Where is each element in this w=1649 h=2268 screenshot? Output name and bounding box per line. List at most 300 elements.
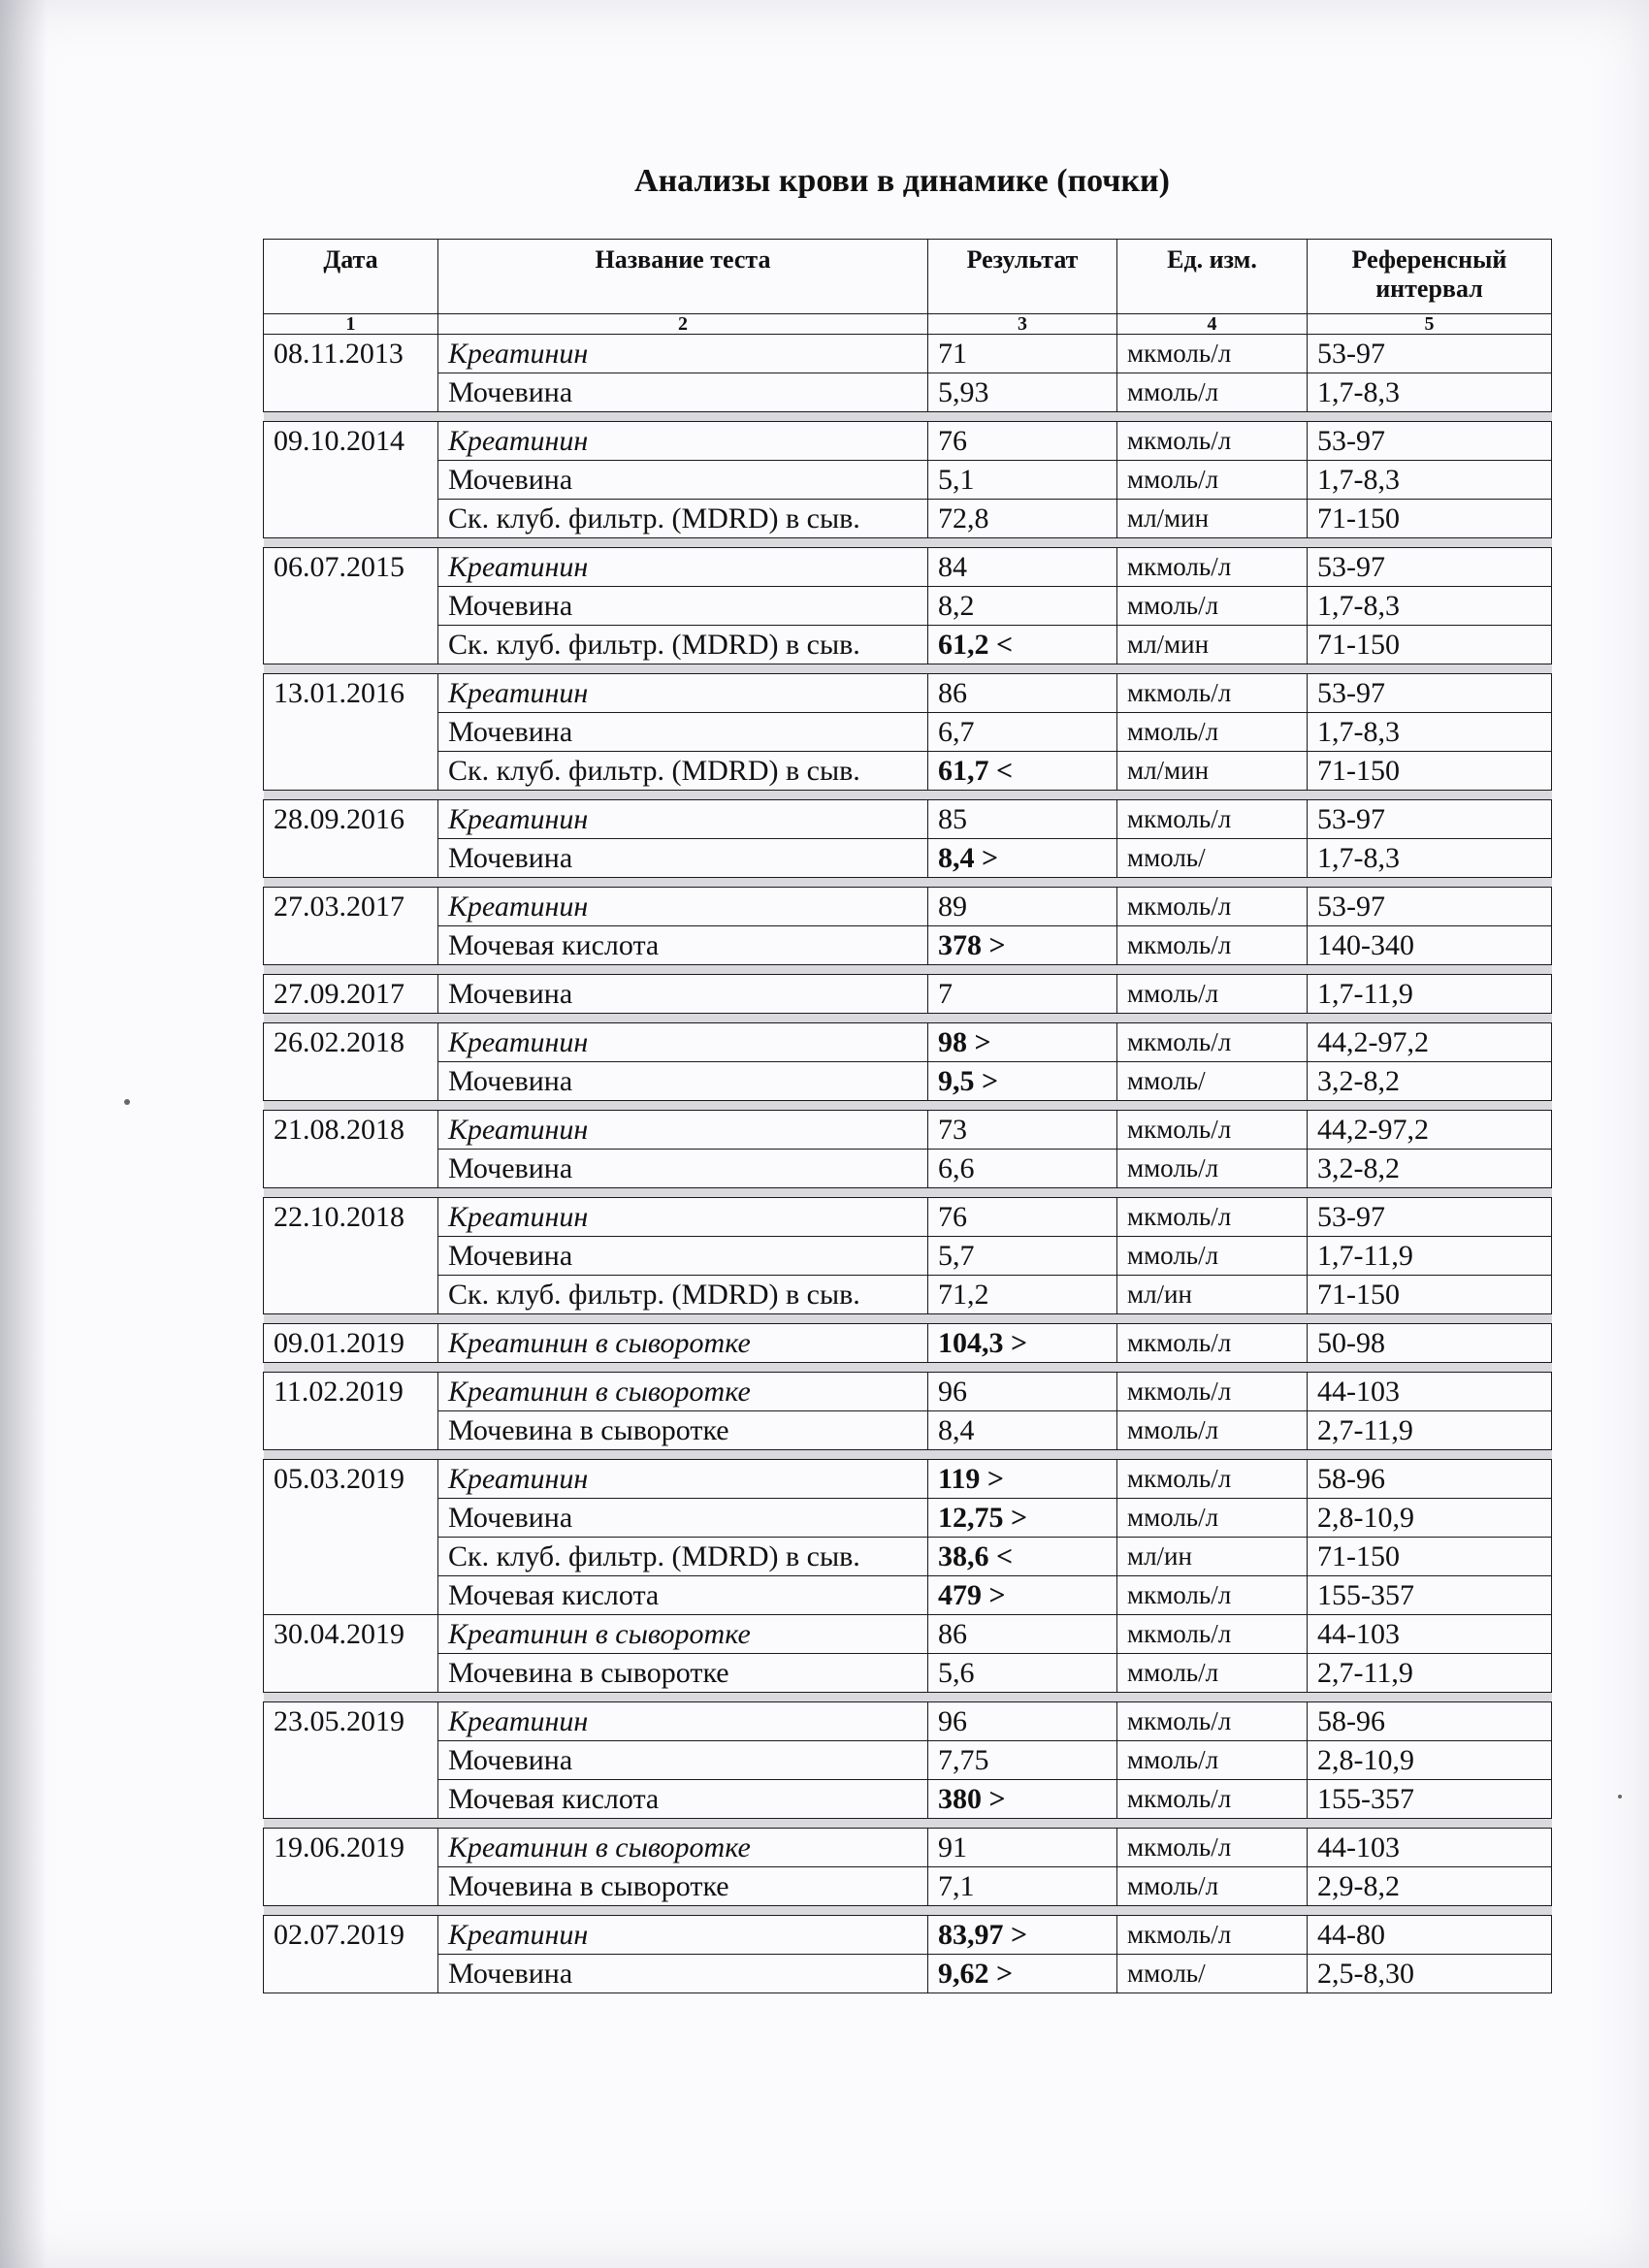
separator-cell <box>1308 1363 1552 1373</box>
result-cell: 38,6 < <box>928 1538 1117 1576</box>
table-row <box>264 1955 1552 1993</box>
result-cell: 5,6 <box>928 1654 1117 1693</box>
test-name-cell: Креатинин <box>438 335 928 373</box>
unit-cell: мл/ин <box>1117 1276 1308 1314</box>
result-cell: 73 <box>928 1111 1117 1150</box>
separator-cell <box>1308 878 1552 888</box>
separator-cell <box>438 791 928 800</box>
table-row <box>264 626 1552 664</box>
test-name-cell: Ск. клуб. фильтр. (MDRD) в сыв. <box>438 752 928 791</box>
unit-cell: ммоль/л <box>1117 1654 1308 1693</box>
separator-cell <box>438 1101 928 1111</box>
test-name-cell: Ск. клуб. фильтр. (MDRD) в сыв. <box>438 500 928 538</box>
test-name-cell: Ск. клуб. фильтр. (MDRD) в сыв. <box>438 1538 928 1576</box>
unit-cell: ммоль/ <box>1117 839 1308 878</box>
reference-cell: 2,5-8,30 <box>1308 1955 1552 1993</box>
separator-cell <box>264 1693 438 1702</box>
unit-cell: мкмоль/л <box>1117 1198 1308 1237</box>
date-cell: 28.09.2016 <box>264 800 438 839</box>
table-row <box>264 1741 1552 1780</box>
result-cell: 9,62 > <box>928 1955 1117 1993</box>
separator-cell <box>928 412 1117 422</box>
date-cell: 05.03.2019 <box>264 1460 438 1499</box>
separator-cell <box>1117 1014 1308 1023</box>
test-name-cell: Креатинин в сыворотке <box>438 1615 928 1654</box>
column-number: 5 <box>1308 314 1552 335</box>
separator-cell <box>264 664 438 674</box>
result-cell: 6,7 <box>928 713 1117 752</box>
separator-cell <box>1117 791 1308 800</box>
reference-cell: 44-103 <box>1308 1829 1552 1867</box>
unit-cell: ммоль/л <box>1117 975 1308 1014</box>
unit-cell: мкмоль/л <box>1117 1780 1308 1819</box>
results-table-wrap <box>263 239 1551 1993</box>
reference-cell: 155-357 <box>1308 1576 1552 1615</box>
result-cell: 86 <box>928 674 1117 713</box>
date-cell: 02.07.2019 <box>264 1916 438 1955</box>
unit-cell: мкмоль/л <box>1117 926 1308 965</box>
result-cell: 89 <box>928 888 1117 926</box>
separator-cell <box>928 791 1117 800</box>
group-separator <box>264 1101 1552 1111</box>
results-table <box>263 239 1552 1993</box>
header-ref: Референсный интервал <box>1308 240 1552 314</box>
reference-cell: 53-97 <box>1308 335 1552 373</box>
separator-cell <box>438 1314 928 1324</box>
separator-cell <box>1117 1906 1308 1916</box>
table-row <box>264 335 1552 373</box>
separator-cell <box>1308 1014 1552 1023</box>
reference-cell: 53-97 <box>1308 1198 1552 1237</box>
result-cell: 9,5 > <box>928 1062 1117 1101</box>
date-cell: 26.02.2018 <box>264 1023 438 1062</box>
separator-cell <box>264 965 438 975</box>
test-name-cell: Мочевина <box>438 1955 928 1993</box>
group-separator <box>264 878 1552 888</box>
separator-cell <box>264 412 438 422</box>
separator-cell <box>928 1906 1117 1916</box>
test-name-cell: Креатинин в сыворотке <box>438 1373 928 1411</box>
date-cell <box>264 1867 438 1906</box>
separator-cell <box>264 1450 438 1460</box>
table-row <box>264 1615 1552 1654</box>
reference-cell: 2,9-8,2 <box>1308 1867 1552 1906</box>
reference-cell: 71-150 <box>1308 626 1552 664</box>
reference-cell: 1,7-8,3 <box>1308 373 1552 412</box>
result-cell: 85 <box>928 800 1117 839</box>
table-row <box>264 1062 1552 1101</box>
reference-cell: 44-103 <box>1308 1615 1552 1654</box>
group-separator <box>264 1363 1552 1373</box>
separator-cell <box>1308 1101 1552 1111</box>
test-name-cell: Мочевина в сыворотке <box>438 1411 928 1450</box>
header-test: Название теста <box>438 240 928 314</box>
table-row <box>264 1411 1552 1450</box>
date-cell <box>264 1062 438 1101</box>
group-separator <box>264 1819 1552 1829</box>
result-cell: 104,3 > <box>928 1324 1117 1363</box>
scan-shadow <box>0 0 47 2268</box>
table-row <box>264 800 1552 839</box>
unit-cell: мкмоль/л <box>1117 1023 1308 1062</box>
result-cell: 96 <box>928 1702 1117 1741</box>
page-title: Анализы крови в динамике (почки) <box>634 163 1170 199</box>
table-row <box>264 1324 1552 1363</box>
reference-cell: 155-357 <box>1308 1780 1552 1819</box>
unit-cell: ммоль/л <box>1117 1150 1308 1188</box>
table-row <box>264 548 1552 587</box>
column-number: 4 <box>1117 314 1308 335</box>
test-name-cell: Креатинин в сыворотке <box>438 1829 928 1867</box>
reference-cell: 2,8-10,9 <box>1308 1499 1552 1538</box>
test-name-cell: Креатинин в сыворотке <box>438 1324 928 1363</box>
date-cell <box>264 373 438 412</box>
group-separator <box>264 1906 1552 1916</box>
test-name-cell: Мочевина в сыворотке <box>438 1867 928 1906</box>
group-separator <box>264 412 1552 422</box>
separator-cell <box>264 791 438 800</box>
test-name-cell: Мочевина <box>438 975 928 1014</box>
separator-cell <box>438 538 928 548</box>
result-cell: 91 <box>928 1829 1117 1867</box>
date-cell <box>264 926 438 965</box>
date-cell <box>264 1237 438 1276</box>
separator-cell <box>928 878 1117 888</box>
date-cell: 30.04.2019 <box>264 1615 438 1654</box>
column-number-row <box>264 314 1552 335</box>
date-cell <box>264 1654 438 1693</box>
unit-cell: мкмоль/л <box>1117 1702 1308 1741</box>
result-cell: 378 > <box>928 926 1117 965</box>
table-row <box>264 888 1552 926</box>
unit-cell: ммоль/л <box>1117 1867 1308 1906</box>
separator-cell <box>1308 791 1552 800</box>
result-cell: 84 <box>928 548 1117 587</box>
separator-cell <box>1117 664 1308 674</box>
group-separator <box>264 791 1552 800</box>
separator-cell <box>438 664 928 674</box>
table-row <box>264 1702 1552 1741</box>
unit-cell: мкмоль/л <box>1117 1615 1308 1654</box>
test-name-cell: Ск. клуб. фильтр. (MDRD) в сыв. <box>438 1276 928 1314</box>
test-name-cell: Мочевая кислота <box>438 1576 928 1615</box>
table-row <box>264 1867 1552 1906</box>
unit-cell: ммоль/л <box>1117 1499 1308 1538</box>
result-cell: 86 <box>928 1615 1117 1654</box>
table-row <box>264 1373 1552 1411</box>
separator-cell <box>264 1363 438 1373</box>
date-cell <box>264 1499 438 1538</box>
separator-cell <box>1308 1450 1552 1460</box>
separator-cell <box>264 1101 438 1111</box>
reference-cell: 1,7-11,9 <box>1308 1237 1552 1276</box>
test-name-cell: Креатинин <box>438 1023 928 1062</box>
result-cell: 479 > <box>928 1576 1117 1615</box>
date-cell <box>264 1538 438 1576</box>
separator-cell <box>438 1014 928 1023</box>
test-name-cell: Креатинин <box>438 1916 928 1955</box>
result-cell: 83,97 > <box>928 1916 1117 1955</box>
result-cell: 380 > <box>928 1780 1117 1819</box>
unit-cell: ммоль/л <box>1117 373 1308 412</box>
test-name-cell: Мочевина <box>438 1062 928 1101</box>
reference-cell: 3,2-8,2 <box>1308 1062 1552 1101</box>
test-name-cell: Мочевина <box>438 1237 928 1276</box>
test-name-cell: Мочевина <box>438 713 928 752</box>
table-row <box>264 461 1552 500</box>
test-name-cell: Креатинин <box>438 800 928 839</box>
separator-cell <box>928 1188 1117 1198</box>
date-cell: 08.11.2013 <box>264 335 438 373</box>
separator-cell <box>928 1363 1117 1373</box>
separator-cell <box>438 412 928 422</box>
separator-cell <box>1117 1314 1308 1324</box>
unit-cell: мкмоль/л <box>1117 335 1308 373</box>
separator-cell <box>928 1693 1117 1702</box>
separator-cell <box>928 1014 1117 1023</box>
separator-cell <box>1117 965 1308 975</box>
table-row <box>264 500 1552 538</box>
result-cell: 6,6 <box>928 1150 1117 1188</box>
reference-cell: 58-96 <box>1308 1702 1552 1741</box>
date-cell: 27.03.2017 <box>264 888 438 926</box>
test-name-cell: Креатинин <box>438 548 928 587</box>
date-cell <box>264 1741 438 1780</box>
result-cell: 98 > <box>928 1023 1117 1062</box>
table-row <box>264 975 1552 1014</box>
unit-cell: мкмоль/л <box>1117 1373 1308 1411</box>
date-cell <box>264 500 438 538</box>
separator-cell <box>438 878 928 888</box>
separator-cell <box>928 1314 1117 1324</box>
unit-cell: мкмоль/л <box>1117 1111 1308 1150</box>
reference-cell: 44-103 <box>1308 1373 1552 1411</box>
group-separator <box>264 1188 1552 1198</box>
unit-cell: мл/мин <box>1117 626 1308 664</box>
date-cell <box>264 626 438 664</box>
date-cell <box>264 587 438 626</box>
separator-cell <box>264 1819 438 1829</box>
column-number: 2 <box>438 314 928 335</box>
separator-cell <box>1308 1819 1552 1829</box>
header-unit: Ед. изм. <box>1117 240 1308 314</box>
scan-speck <box>124 1099 130 1105</box>
reference-cell: 71-150 <box>1308 500 1552 538</box>
header-result: Результат <box>928 240 1117 314</box>
unit-cell: ммоль/л <box>1117 1741 1308 1780</box>
result-cell: 72,8 <box>928 500 1117 538</box>
test-name-cell: Мочевая кислота <box>438 926 928 965</box>
result-cell: 61,7 < <box>928 752 1117 791</box>
unit-cell: мкмоль/л <box>1117 1576 1308 1615</box>
result-cell: 7 <box>928 975 1117 1014</box>
table-row <box>264 1237 1552 1276</box>
separator-cell <box>928 664 1117 674</box>
test-name-cell: Креатинин <box>438 422 928 461</box>
reference-cell: 1,7-8,3 <box>1308 461 1552 500</box>
result-cell: 61,2 < <box>928 626 1117 664</box>
test-name-cell: Мочевина <box>438 1150 928 1188</box>
reference-cell: 53-97 <box>1308 548 1552 587</box>
separator-cell <box>1308 1188 1552 1198</box>
date-cell: 27.09.2017 <box>264 975 438 1014</box>
table-row <box>264 1654 1552 1693</box>
result-cell: 8,4 > <box>928 839 1117 878</box>
separator-cell <box>1117 538 1308 548</box>
table-row <box>264 587 1552 626</box>
result-cell: 12,75 > <box>928 1499 1117 1538</box>
header-date: Дата <box>264 240 438 314</box>
separator-cell <box>1117 878 1308 888</box>
unit-cell: ммоль/л <box>1117 713 1308 752</box>
table-row <box>264 422 1552 461</box>
date-cell <box>264 1150 438 1188</box>
separator-cell <box>1308 1693 1552 1702</box>
unit-cell: ммоль/ <box>1117 1955 1308 1993</box>
separator-cell <box>1117 412 1308 422</box>
separator-cell <box>1117 1819 1308 1829</box>
reference-cell: 50-98 <box>1308 1324 1552 1363</box>
date-cell <box>264 1576 438 1615</box>
group-separator <box>264 1014 1552 1023</box>
separator-cell <box>1308 412 1552 422</box>
test-name-cell: Креатинин <box>438 1460 928 1499</box>
result-cell: 8,2 <box>928 587 1117 626</box>
result-cell: 71,2 <box>928 1276 1117 1314</box>
results-body <box>264 335 1552 1993</box>
separator-cell <box>438 1188 928 1198</box>
result-cell: 8,4 <box>928 1411 1117 1450</box>
unit-cell: мкмоль/л <box>1117 1829 1308 1867</box>
group-separator <box>264 1450 1552 1460</box>
test-name-cell: Мочевина <box>438 461 928 500</box>
result-cell: 96 <box>928 1373 1117 1411</box>
separator-cell <box>1308 965 1552 975</box>
unit-cell: мкмоль/л <box>1117 888 1308 926</box>
test-name-cell: Креатинин <box>438 888 928 926</box>
test-name-cell: Креатинин <box>438 1702 928 1741</box>
reference-cell: 2,8-10,9 <box>1308 1741 1552 1780</box>
unit-cell: мкмоль/л <box>1117 674 1308 713</box>
table-row <box>264 1829 1552 1867</box>
table-row <box>264 1916 1552 1955</box>
separator-cell <box>1117 1450 1308 1460</box>
table-row <box>264 1023 1552 1062</box>
table-row <box>264 1780 1552 1819</box>
date-cell <box>264 1780 438 1819</box>
table-row <box>264 373 1552 412</box>
separator-cell <box>1308 1314 1552 1324</box>
unit-cell: мл/ин <box>1117 1538 1308 1576</box>
date-cell: 19.06.2019 <box>264 1829 438 1867</box>
table-row <box>264 1576 1552 1615</box>
unit-cell: мкмоль/л <box>1117 1324 1308 1363</box>
separator-cell <box>438 965 928 975</box>
group-separator <box>264 965 1552 975</box>
reference-cell: 2,7-11,9 <box>1308 1411 1552 1450</box>
table-row <box>264 1276 1552 1314</box>
date-cell: 09.10.2014 <box>264 422 438 461</box>
separator-cell <box>1308 1906 1552 1916</box>
test-name-cell: Мочевина в сыворотке <box>438 1654 928 1693</box>
result-cell: 5,93 <box>928 373 1117 412</box>
separator-cell <box>264 538 438 548</box>
date-cell <box>264 839 438 878</box>
column-number: 3 <box>928 314 1117 335</box>
result-cell: 71 <box>928 335 1117 373</box>
unit-cell: мл/мин <box>1117 500 1308 538</box>
table-row <box>264 752 1552 791</box>
date-cell: 11.02.2019 <box>264 1373 438 1411</box>
date-cell: 13.01.2016 <box>264 674 438 713</box>
test-name-cell: Мочевина <box>438 373 928 412</box>
reference-cell: 71-150 <box>1308 1538 1552 1576</box>
unit-cell: ммоль/ <box>1117 1062 1308 1101</box>
separator-cell <box>264 1906 438 1916</box>
unit-cell: ммоль/л <box>1117 587 1308 626</box>
result-cell: 7,1 <box>928 1867 1117 1906</box>
date-cell <box>264 1276 438 1314</box>
date-cell <box>264 461 438 500</box>
separator-cell <box>928 538 1117 548</box>
date-cell: 06.07.2015 <box>264 548 438 587</box>
unit-cell: мл/мин <box>1117 752 1308 791</box>
date-cell: 23.05.2019 <box>264 1702 438 1741</box>
group-separator <box>264 1314 1552 1324</box>
unit-cell: мкмоль/л <box>1117 548 1308 587</box>
date-cell <box>264 1955 438 1993</box>
separator-cell <box>1117 1188 1308 1198</box>
date-cell <box>264 713 438 752</box>
separator-cell <box>1308 538 1552 548</box>
scan-speck <box>1618 1795 1622 1798</box>
result-cell: 119 > <box>928 1460 1117 1499</box>
test-name-cell: Мочевина <box>438 839 928 878</box>
reference-cell: 44,2-97,2 <box>1308 1023 1552 1062</box>
separator-cell <box>438 1693 928 1702</box>
reference-cell: 71-150 <box>1308 752 1552 791</box>
date-cell: 22.10.2018 <box>264 1198 438 1237</box>
test-name-cell: Креатинин <box>438 1198 928 1237</box>
separator-cell <box>438 1450 928 1460</box>
unit-cell: ммоль/л <box>1117 1411 1308 1450</box>
reference-cell: 53-97 <box>1308 888 1552 926</box>
result-cell: 5,1 <box>928 461 1117 500</box>
separator-cell <box>928 965 1117 975</box>
reference-cell: 3,2-8,2 <box>1308 1150 1552 1188</box>
table-row <box>264 839 1552 878</box>
table-row <box>264 713 1552 752</box>
separator-cell <box>264 1014 438 1023</box>
result-cell: 7,75 <box>928 1741 1117 1780</box>
reference-cell: 44,2-97,2 <box>1308 1111 1552 1150</box>
reference-cell: 140-340 <box>1308 926 1552 965</box>
separator-cell <box>928 1819 1117 1829</box>
unit-cell: мкмоль/л <box>1117 1916 1308 1955</box>
date-cell: 09.01.2019 <box>264 1324 438 1363</box>
result-cell: 76 <box>928 1198 1117 1237</box>
date-cell <box>264 752 438 791</box>
result-cell: 76 <box>928 422 1117 461</box>
result-cell: 5,7 <box>928 1237 1117 1276</box>
separator-cell <box>264 1188 438 1198</box>
reference-cell: 1,7-8,3 <box>1308 587 1552 626</box>
reference-cell: 44-80 <box>1308 1916 1552 1955</box>
separator-cell <box>264 1314 438 1324</box>
group-separator <box>264 664 1552 674</box>
table-row <box>264 1198 1552 1237</box>
header-row <box>264 240 1552 314</box>
